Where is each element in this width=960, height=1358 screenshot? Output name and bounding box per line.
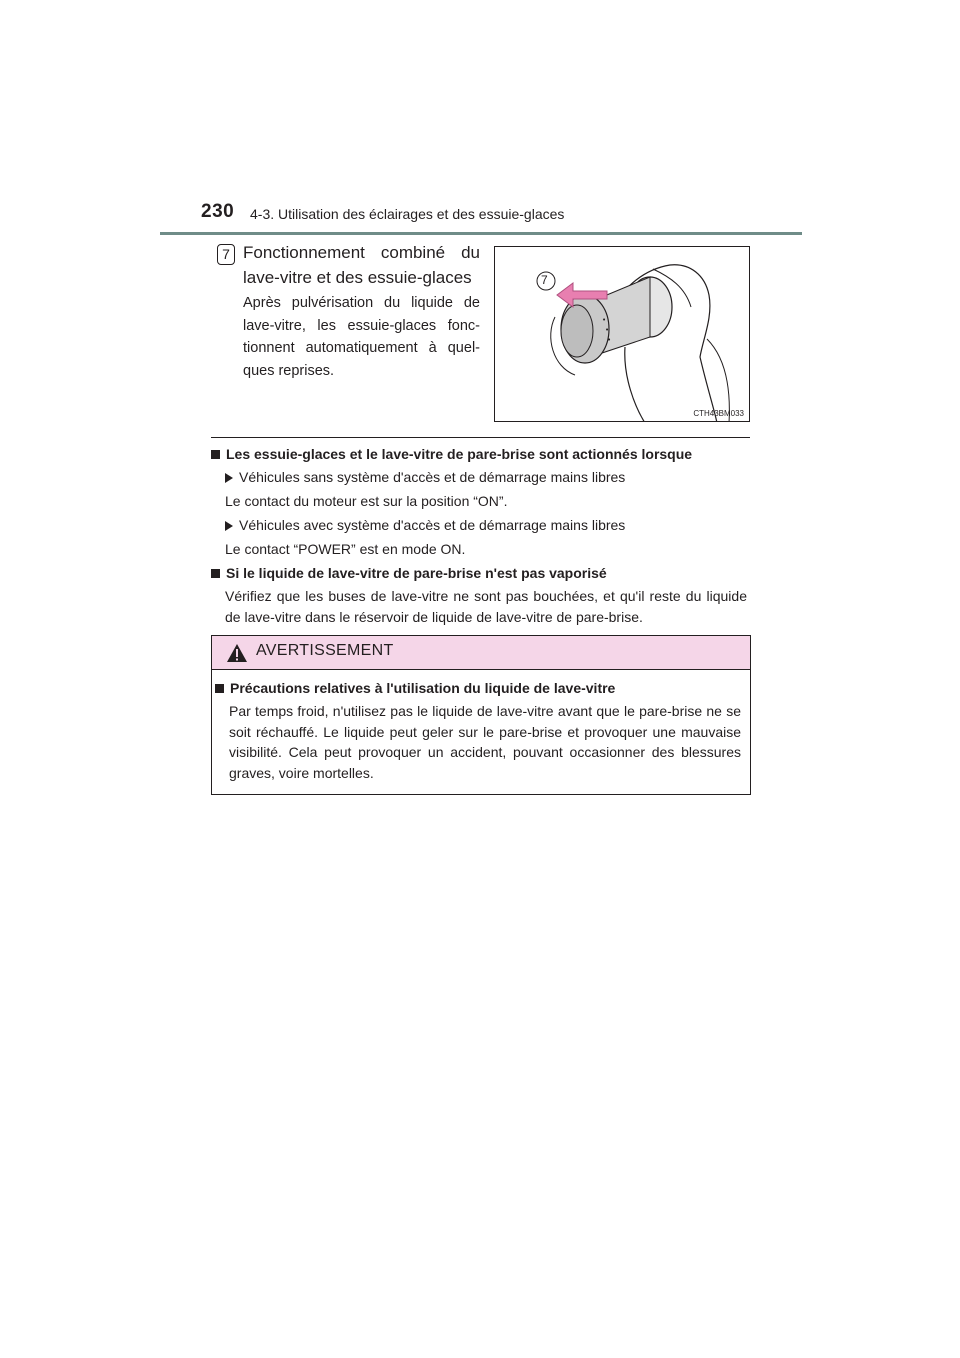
warning-paragraph: Par temps froid, n'utilisez pas le liquide de lave-vitre avant que le pare-brise ne se soit réchauffé. Le liquide peut geler sur le pare-brise et provoquer une mauvaise visibilité. Cela peut provoquer un accident, pouvant occasionner des blessures graves, voire mortelles.	[229, 703, 741, 781]
case-label	[225, 517, 625, 533]
svg-text:•: •	[605, 326, 610, 334]
note-heading-text: Si le liquide de lave-vitre de pare-brise n'est pas vaporisé	[226, 565, 607, 581]
note-paragraph: Vérifiez que les buses de lave-vitre ne sont pas bouchées, et qu'il reste du liquide de lave-vitre dans le réservoir de liquide de lave-vitre de pare-brise.	[225, 588, 747, 625]
square-bullet-icon	[211, 569, 220, 578]
triangle-bullet-icon	[225, 521, 233, 531]
figure-code: CTH43BM033	[693, 409, 744, 418]
section-title: 4-3. Utilisation des éclairages et des essuie-glaces	[250, 206, 565, 222]
note-heading	[211, 446, 692, 462]
step-title: Fonctionnement combiné du lave-vitre et des essuie-glaces	[243, 243, 480, 287]
section-divider	[211, 437, 750, 438]
case-label-text: Véhicules avec système d'accès et de démarrage mains libres	[239, 517, 626, 533]
warning-subheading	[215, 680, 615, 696]
wiper-lever-illustration	[494, 246, 750, 422]
svg-text:•: •	[602, 316, 607, 324]
note-heading	[211, 565, 607, 581]
square-bullet-icon	[211, 450, 220, 459]
triangle-bullet-icon	[225, 473, 233, 483]
case-text: Le contact du moteur est sur la position “ON”.	[225, 493, 508, 509]
step-description: Après pulvérisation du liquide de lave-vitre, les essuie-glaces fonc-tionnent automatiquement à quel-ques reprises.	[243, 295, 480, 379]
case-label	[225, 469, 625, 485]
warning-title: AVERTISSEMENT	[256, 642, 394, 659]
page-number: 230	[201, 201, 235, 222]
figure-callout-number: 7	[541, 273, 548, 287]
square-bullet-icon	[215, 684, 224, 693]
hand-pulling-lever-drawing	[495, 247, 750, 422]
case-text: Le contact “POWER” est en mode ON.	[225, 541, 466, 557]
step-number-badge: 7	[217, 244, 235, 265]
note-heading-text: Les essuie-glaces et le lave-vitre de pare-brise sont actionnés lorsque	[226, 446, 693, 462]
svg-text:•: •	[607, 336, 612, 344]
warning-subheading-text: Précautions relatives à l'utilisation du liquide de lave-vitre	[230, 680, 616, 696]
warning-triangle-icon	[226, 643, 248, 668]
header-divider	[160, 232, 802, 235]
case-label-text: Véhicules sans système d'accès et de démarrage mains libres	[239, 469, 626, 485]
